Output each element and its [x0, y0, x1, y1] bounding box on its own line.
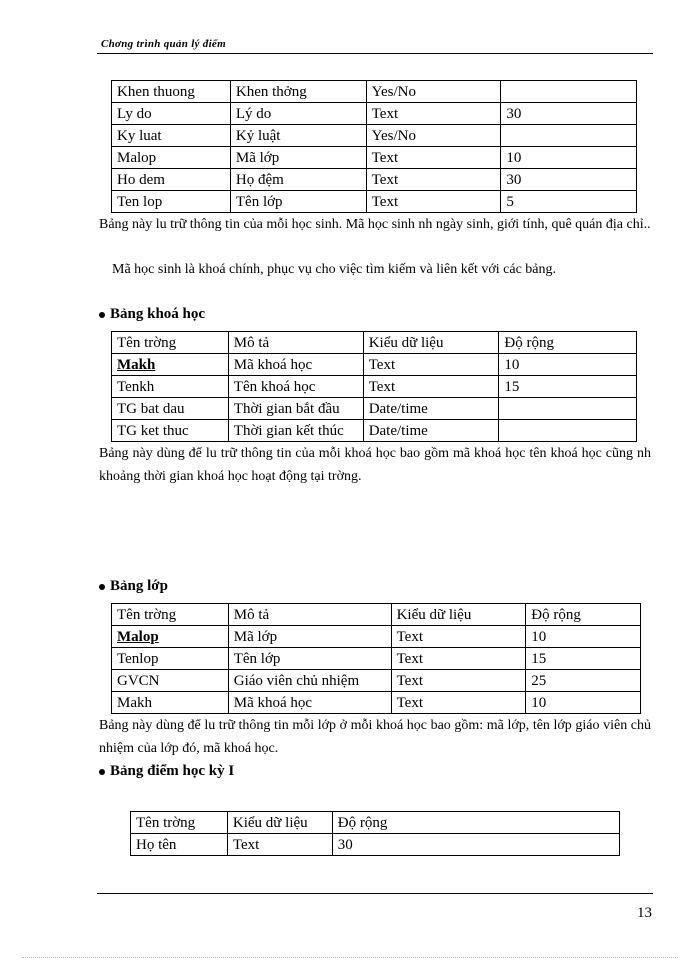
bullet-icon: [99, 769, 105, 775]
class-table: [111, 603, 641, 714]
table-cell: Text: [363, 376, 499, 398]
table-cell: Tenkh: [112, 376, 229, 398]
table-row: [131, 834, 620, 856]
table-row: [112, 376, 637, 398]
column-header: Độ rộng: [499, 332, 637, 354]
table-cell: Ly do: [112, 103, 231, 125]
column-header: Độ rộng: [526, 604, 641, 626]
table-row: [112, 81, 637, 103]
table-cell: 10: [501, 147, 637, 169]
table-cell: Mã lớp: [228, 626, 391, 648]
page-edge-divider: [22, 957, 678, 958]
table-cell: Giáo viên chủ nhiệm: [228, 670, 391, 692]
column-header: Kiểu dữ liệu: [391, 604, 526, 626]
column-header: Kiểu dữ liệu: [227, 812, 332, 834]
primary-key-note: Mã học sinh là khoá chính, phục vụ cho việc tìm kiếm và liên kết với các bảng.: [112, 262, 557, 277]
column-header: Kiểu dữ liệu: [363, 332, 499, 354]
class-table-description: Bảng này dùng để lu trữ thông tin mỗi lớp ở mỗi khoá học bao gồm: mã lớp, tên lớp giáo viên chủ nhiệm của lớp đó, mã khoá học.: [99, 718, 651, 756]
table-cell: Họ đệm: [230, 169, 366, 191]
table-cell: 30: [332, 834, 619, 856]
table-header-row: [112, 604, 641, 626]
table-cell: Lý do: [230, 103, 366, 125]
section-title: Bảng điểm học kỳ I: [110, 763, 235, 779]
table-cell: Kỷ luật: [230, 125, 366, 147]
table-cell: Text: [366, 103, 501, 125]
section-title: Bảng khoá học: [110, 306, 206, 322]
table-cell: 25: [526, 670, 641, 692]
table-cell: Khen thởng: [230, 81, 366, 103]
table-cell: Mã khoá học: [228, 354, 363, 376]
page-number: 13: [637, 905, 652, 921]
running-header: Chơng trình quản lý điểm: [101, 38, 226, 50]
table-cell: [499, 398, 637, 420]
table-cell: TG bat dau: [112, 398, 229, 420]
table-cell: 30: [501, 169, 637, 191]
table-cell: Thời gian kết thúc: [228, 420, 363, 442]
column-header: Tên trờng: [131, 812, 228, 834]
table-cell: Date/time: [363, 398, 499, 420]
column-header: Mô tả: [228, 332, 363, 354]
table-cell: Text: [391, 692, 526, 714]
table-cell: Text: [366, 169, 501, 191]
table-cell: 10: [526, 626, 641, 648]
table-cell: Ten lop: [112, 191, 231, 213]
table-cell: Text: [363, 354, 499, 376]
table-cell: Text: [391, 648, 526, 670]
column-header: Độ rộng: [332, 812, 619, 834]
table-cell: 15: [526, 648, 641, 670]
course-table: [111, 331, 637, 442]
student-fields-table: [111, 80, 637, 213]
table-cell: Mã khoá học: [228, 692, 391, 714]
section-course-heading: [99, 306, 205, 323]
table-cell: Makh: [112, 692, 229, 714]
table-cell: Khen thuong: [112, 81, 231, 103]
table-cell: 10: [526, 692, 641, 714]
section-grades-heading: [99, 763, 234, 780]
student-table-description: Bảng này lu trữ thông tin của mỗi học sinh. Mã học sinh nh ngày sinh, giới tính, quê quán địa chỉ..: [99, 217, 651, 232]
footer-rule: [97, 893, 653, 894]
table-cell: Yes/No: [366, 125, 501, 147]
table-cell: Tên lớp: [228, 648, 391, 670]
table-cell: Họ tên: [131, 834, 228, 856]
table-cell: Text: [391, 670, 526, 692]
table-row: [112, 125, 637, 147]
table-cell: Text: [391, 626, 526, 648]
table-cell: Ky luat: [112, 125, 231, 147]
column-header: Tên trờng: [112, 604, 229, 626]
table-cell: Malop: [112, 147, 231, 169]
table-cell: Ho dem: [112, 169, 231, 191]
section-class-heading: [99, 578, 168, 595]
table-cell: 10: [499, 354, 637, 376]
table-row: [112, 147, 637, 169]
table-cell: Tenlop: [112, 648, 229, 670]
column-header: Tên trờng: [112, 332, 229, 354]
bullet-icon: [99, 584, 105, 590]
table-cell: [112, 626, 229, 648]
table-row: [112, 648, 641, 670]
table-cell: Date/time: [363, 420, 499, 442]
table-row: [112, 354, 637, 376]
section-title: Bảng lớp: [110, 578, 168, 594]
table-cell: 30: [501, 103, 637, 125]
table-cell: [112, 354, 229, 376]
table-cell: TG ket thuc: [112, 420, 229, 442]
table-cell: GVCN: [112, 670, 229, 692]
table-cell: Tên lớp: [230, 191, 366, 213]
table-row: [112, 103, 637, 125]
table-cell: Tên khoá học: [228, 376, 363, 398]
table-cell: Mã lớp: [230, 147, 366, 169]
table-row: [112, 626, 641, 648]
table-cell: Text: [227, 834, 332, 856]
grades-table: [130, 811, 620, 856]
table-cell: 5: [501, 191, 637, 213]
table-cell: 15: [499, 376, 637, 398]
column-header: Mô tả: [228, 604, 391, 626]
header-rule: [97, 53, 653, 54]
table-cell: [501, 81, 637, 103]
table-row: [112, 670, 641, 692]
table-row: [112, 398, 637, 420]
table-row: [112, 169, 637, 191]
table-header-row: [112, 332, 637, 354]
table-row: [112, 692, 641, 714]
table-row: [112, 191, 637, 213]
table-cell: Thời gian bắt đầu: [228, 398, 363, 420]
table-cell: [499, 420, 637, 442]
table-cell: Text: [366, 147, 501, 169]
table-header-row: [131, 812, 620, 834]
primary-key-field: Makh: [117, 356, 156, 373]
table-cell: Yes/No: [366, 81, 501, 103]
primary-key-field: Malop: [117, 628, 159, 645]
table-row: [112, 420, 637, 442]
course-table-description: Bảng này dùng để lu trữ thông tin của mỗi khoá học bao gồm mã khoá học tên khoá học cũng nh khoảng thời gian khoá học hoạt động tại trờng.: [99, 446, 651, 484]
bullet-icon: [99, 312, 105, 318]
table-cell: Text: [366, 191, 501, 213]
table-cell: [501, 125, 637, 147]
